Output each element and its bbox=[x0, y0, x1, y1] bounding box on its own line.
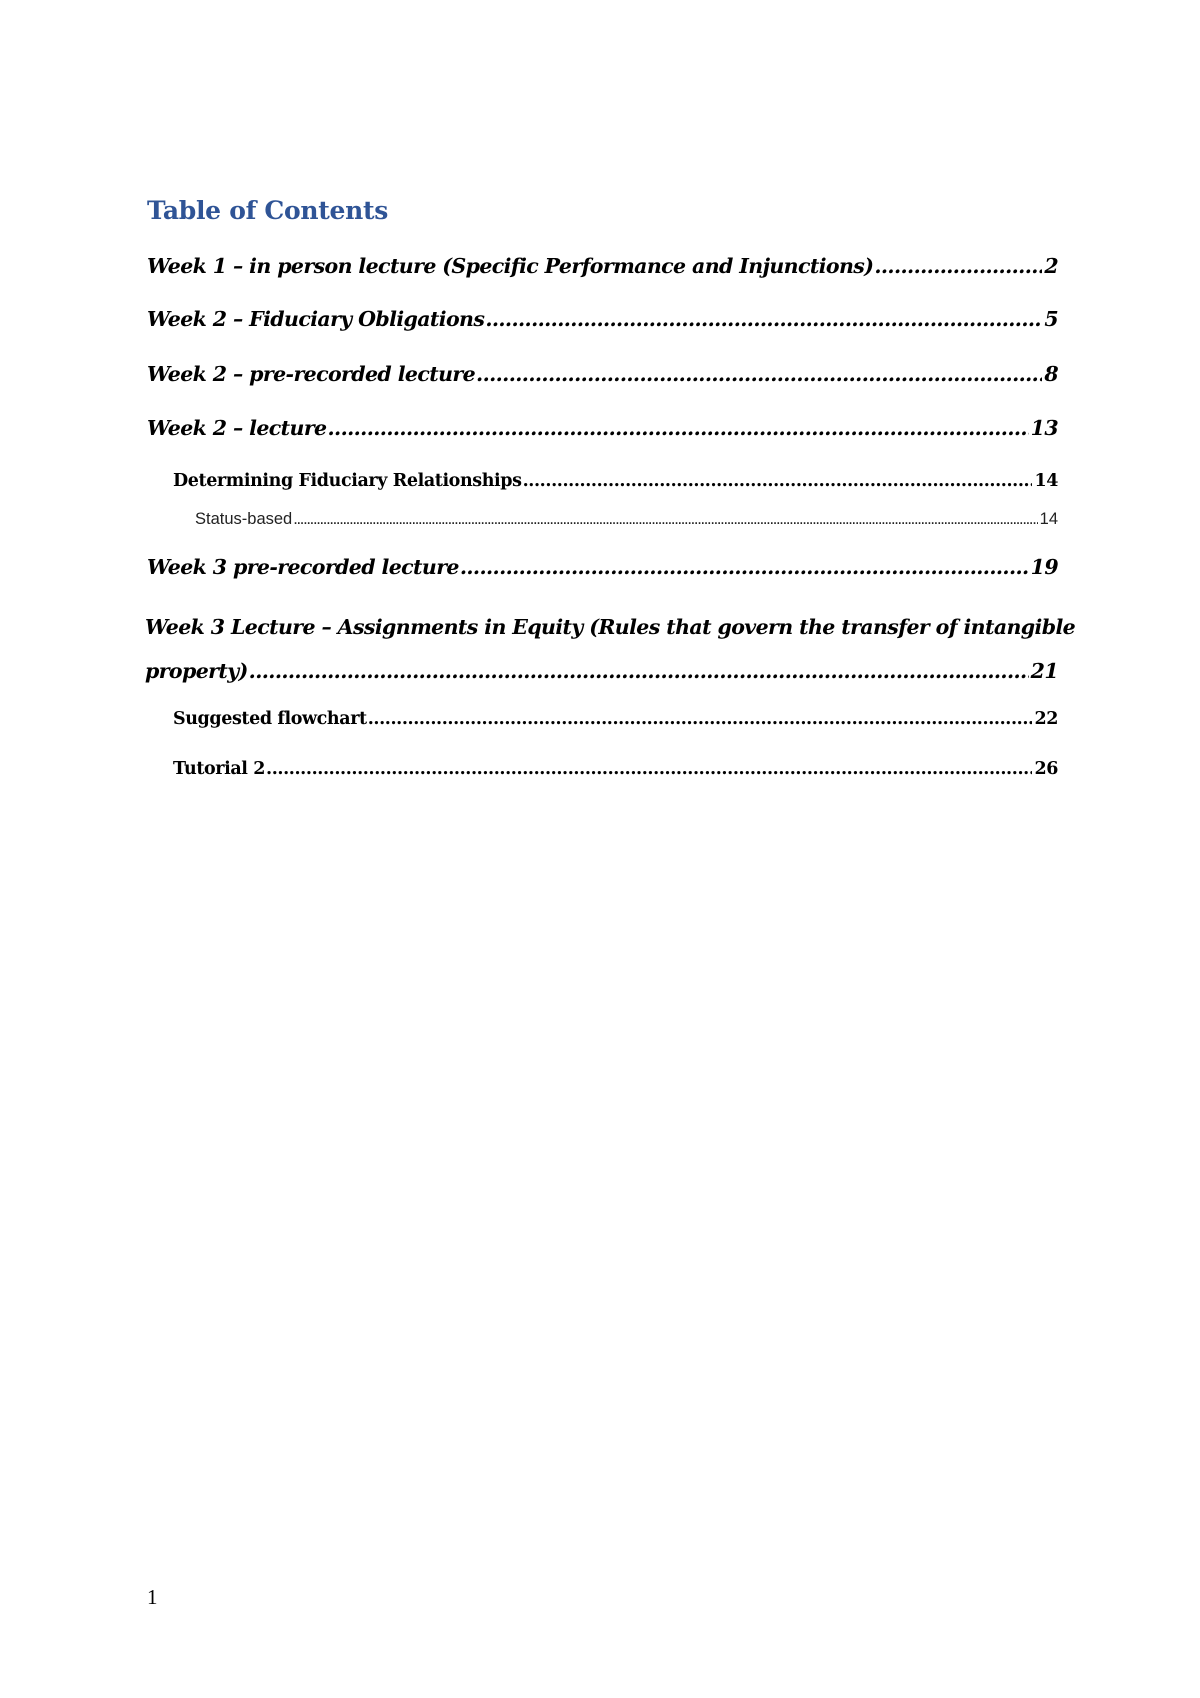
toc-entry-multiline[interactable] bbox=[145, 605, 1076, 693]
toc-entry-title: Tutorial 2 bbox=[173, 759, 266, 779]
toc-entry[interactable] bbox=[147, 555, 1058, 579]
toc-entry-page: 19 bbox=[1030, 555, 1058, 579]
toc-entry[interactable] bbox=[147, 307, 1058, 331]
toc-entry-page: 26 bbox=[1034, 759, 1058, 779]
toc-entry-title: Week 3 pre-recorded lecture bbox=[147, 555, 459, 579]
toc-entry-line2 bbox=[145, 649, 1058, 693]
toc-entry-title: Week 2 – Fiduciary Obligations bbox=[147, 307, 485, 331]
toc-entry-title-line1: Week 3 Lecture – Assignments in Equity (Rules that govern the transfer of intangible bbox=[145, 615, 1076, 639]
toc-entry[interactable] bbox=[147, 254, 1058, 278]
toc-entry[interactable] bbox=[147, 362, 1058, 386]
toc-entry-title-line2: property) bbox=[145, 659, 248, 683]
toc-heading: Table of Contents bbox=[147, 196, 389, 225]
toc-dot-leader bbox=[476, 362, 1042, 386]
page-number: 1 bbox=[147, 1585, 158, 1609]
toc-entry-page: 13 bbox=[1030, 416, 1058, 440]
toc-entry-page: 8 bbox=[1044, 362, 1058, 386]
toc-entry-subsection[interactable] bbox=[173, 471, 1058, 491]
toc-entry-subsubsection[interactable] bbox=[195, 510, 1058, 529]
toc-dot-leader bbox=[460, 555, 1029, 579]
toc-dot-leader bbox=[328, 416, 1029, 440]
toc-entry-title: Suggested flowchart bbox=[173, 709, 367, 729]
toc-entry-title: Determining Fiduciary Relationships bbox=[173, 471, 522, 491]
toc-entry[interactable] bbox=[147, 416, 1058, 440]
toc-entry-page: 14 bbox=[1039, 510, 1058, 528]
toc-dot-leader bbox=[249, 649, 1029, 693]
toc-entry-title: Week 2 – pre-recorded lecture bbox=[147, 362, 476, 386]
toc-entry-title: Week 1 – in person lecture (Specific Performance and Injunctions) bbox=[147, 254, 874, 278]
toc-dot-leader bbox=[523, 471, 1033, 491]
toc-entry-page: 5 bbox=[1044, 307, 1058, 331]
toc-entry-subsection[interactable] bbox=[173, 709, 1058, 729]
toc-entry-title: Week 2 – lecture bbox=[147, 416, 327, 440]
toc-entry-page: 14 bbox=[1034, 471, 1058, 491]
toc-entry-title: Status-based bbox=[195, 510, 293, 528]
toc-dot-leader bbox=[293, 510, 1037, 529]
toc-dot-leader bbox=[485, 307, 1042, 331]
toc-dot-leader bbox=[368, 709, 1033, 729]
toc-dot-leader bbox=[266, 759, 1032, 779]
toc-entry-page: 2 bbox=[1044, 254, 1058, 278]
toc-entry-page: 21 bbox=[1030, 659, 1058, 683]
toc-dot-leader bbox=[874, 254, 1042, 278]
toc-entry-page: 22 bbox=[1034, 709, 1058, 729]
toc-entry-subsection[interactable] bbox=[173, 759, 1058, 779]
